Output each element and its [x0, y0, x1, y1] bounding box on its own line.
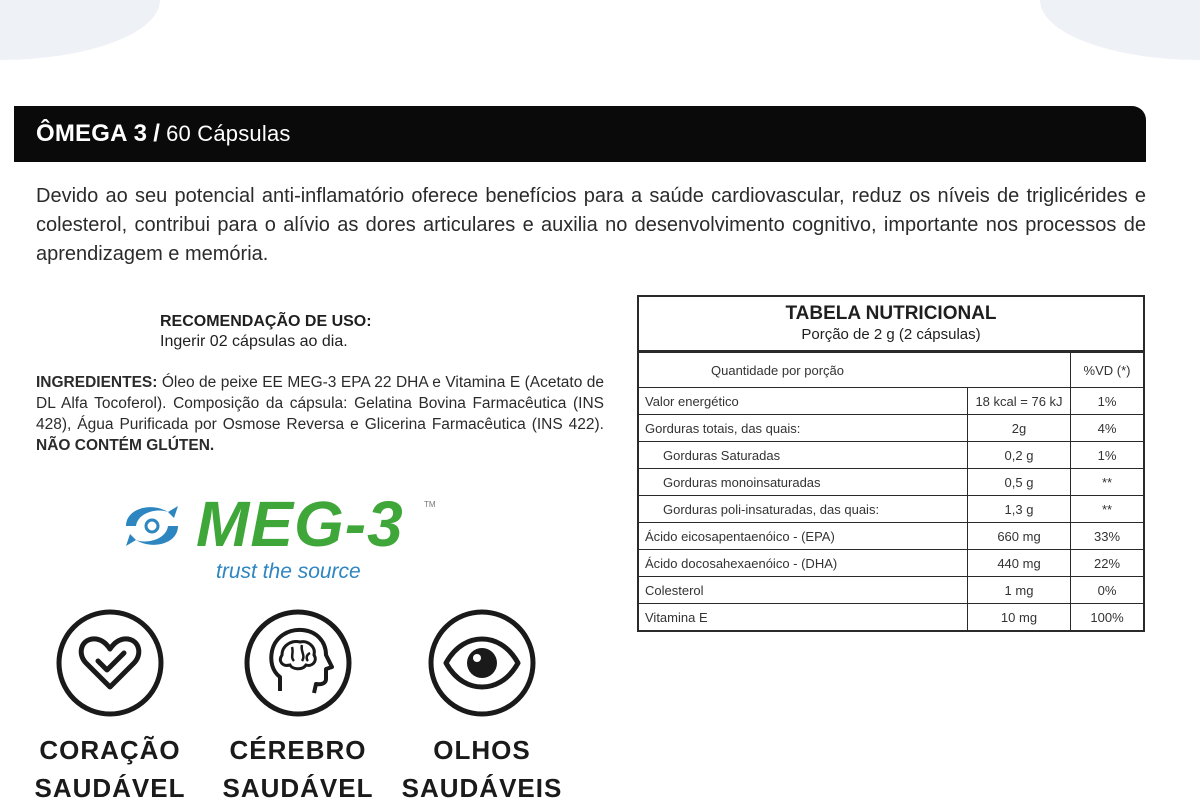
meg3-tagline: trust the source	[216, 560, 361, 583]
row-vd: **	[1071, 469, 1144, 496]
table-row	[639, 415, 1143, 442]
header-vd: %VD (*)	[1071, 353, 1144, 388]
benefit-eyes	[387, 607, 577, 807]
nutrition-column-header	[639, 353, 1143, 388]
benefit-brain	[203, 607, 393, 807]
row-vd: 1%	[1071, 388, 1144, 415]
nutrition-portion: Porção de 2 g (2 cápsulas)	[801, 326, 981, 343]
benefit-brain-line1: CÉREBRO	[229, 735, 367, 765]
product-title-bar	[14, 106, 1146, 162]
nutrition-table	[637, 295, 1145, 632]
row-vd: 100%	[1071, 604, 1144, 631]
ingredients-block	[36, 372, 604, 456]
table-row	[639, 469, 1143, 496]
row-name: Ácido docosahexaenóico - (DHA)	[639, 550, 968, 577]
row-qty: 1 mg	[968, 577, 1071, 604]
trademark: TM	[424, 500, 436, 509]
benefit-eyes-line1: OLHOS	[433, 735, 531, 765]
row-name: Gorduras poli-insaturadas, das quais:	[639, 496, 968, 523]
nutrition-header	[639, 297, 1143, 352]
benefit-heart-line1: CORAÇÃO	[39, 735, 181, 765]
row-name: Vitamina E	[639, 604, 968, 631]
table-row	[639, 604, 1143, 631]
row-name: Ácido eicosapentaenóico - (EPA)	[639, 523, 968, 550]
fish-swirl-icon	[112, 496, 192, 556]
recommendation-title: RECOMENDAÇÃO DE USO:	[160, 313, 372, 330]
recommendation-text: Ingerir 02 cápsulas ao dia.	[160, 333, 348, 350]
row-name: Valor energético	[639, 388, 968, 415]
table-row	[639, 523, 1143, 550]
nutrition-title: TABELA NUTRICIONAL	[785, 303, 997, 324]
meg3-brand: MEG-3	[196, 488, 404, 560]
row-vd: 4%	[1071, 415, 1144, 442]
ingredients-text: Óleo de peixe EE MEG-3 EPA 22 DHA e Vitamina E (Acetato de DL Alfa Tocoferol). Composição da cápsula: Gelatina Bovina Farmacêutica (INS 428), Água Purificada por Osmose Reversa e Glicerina Farmacêutica (INS 422).	[36, 374, 604, 433]
row-name: Colesterol	[639, 577, 968, 604]
background-corner-left	[0, 0, 160, 60]
row-qty: 18 kcal = 76 kJ	[968, 388, 1071, 415]
background-corner-right	[1040, 0, 1200, 60]
table-row	[639, 496, 1143, 523]
row-vd: **	[1071, 496, 1144, 523]
row-name: Gorduras totais, das quais:	[639, 415, 968, 442]
row-vd: 22%	[1071, 550, 1144, 577]
usage-recommendation	[160, 312, 372, 352]
row-qty: 1,3 g	[968, 496, 1071, 523]
row-vd: 1%	[1071, 442, 1144, 469]
benefit-brain-line2: SAUDÁVEL	[222, 773, 374, 803]
title-separator: /	[153, 120, 161, 147]
row-name: Gorduras monoinsaturadas	[639, 469, 968, 496]
benefit-heart	[15, 607, 205, 807]
product-quantity: 60 Cápsulas	[166, 121, 291, 146]
row-vd: 0%	[1071, 577, 1144, 604]
row-name: Gorduras Saturadas	[639, 442, 968, 469]
ingredients-label: INGREDIENTES:	[36, 374, 158, 391]
benefit-eyes-line2: SAUDÁVEIS	[401, 773, 563, 803]
eye-icon	[426, 607, 538, 719]
header-quantity: Quantidade por porção	[639, 353, 1071, 388]
brain-head-icon	[242, 607, 354, 719]
heart-check-icon	[54, 607, 166, 719]
table-row	[639, 442, 1143, 469]
benefit-heart-line2: SAUDÁVEL	[34, 773, 186, 803]
row-qty: 0,5 g	[968, 469, 1071, 496]
table-row	[639, 577, 1143, 604]
gluten-notice: NÃO CONTÉM GLÚTEN.	[36, 437, 215, 454]
table-row	[639, 550, 1143, 577]
product-name: ÔMEGA 3	[36, 120, 148, 147]
row-vd: 33%	[1071, 523, 1144, 550]
row-qty: 2g	[968, 415, 1071, 442]
row-qty: 660 mg	[968, 523, 1071, 550]
row-qty: 440 mg	[968, 550, 1071, 577]
nutrition-grid	[639, 352, 1143, 630]
row-qty: 10 mg	[968, 604, 1071, 631]
table-row	[639, 388, 1143, 415]
product-description: Devido ao seu potencial anti-inflamatório oferece benefícios para a saúde cardiovascular, reduz os níveis de triglicérides e colesterol, contribui para o alívio as dores articulares e auxilia no desenvolvimento cognitivo, importante nos processos de aprendizagem e memória.	[36, 185, 1146, 265]
row-qty: 0,2 g	[968, 442, 1071, 469]
meg3-logo	[112, 488, 442, 590]
